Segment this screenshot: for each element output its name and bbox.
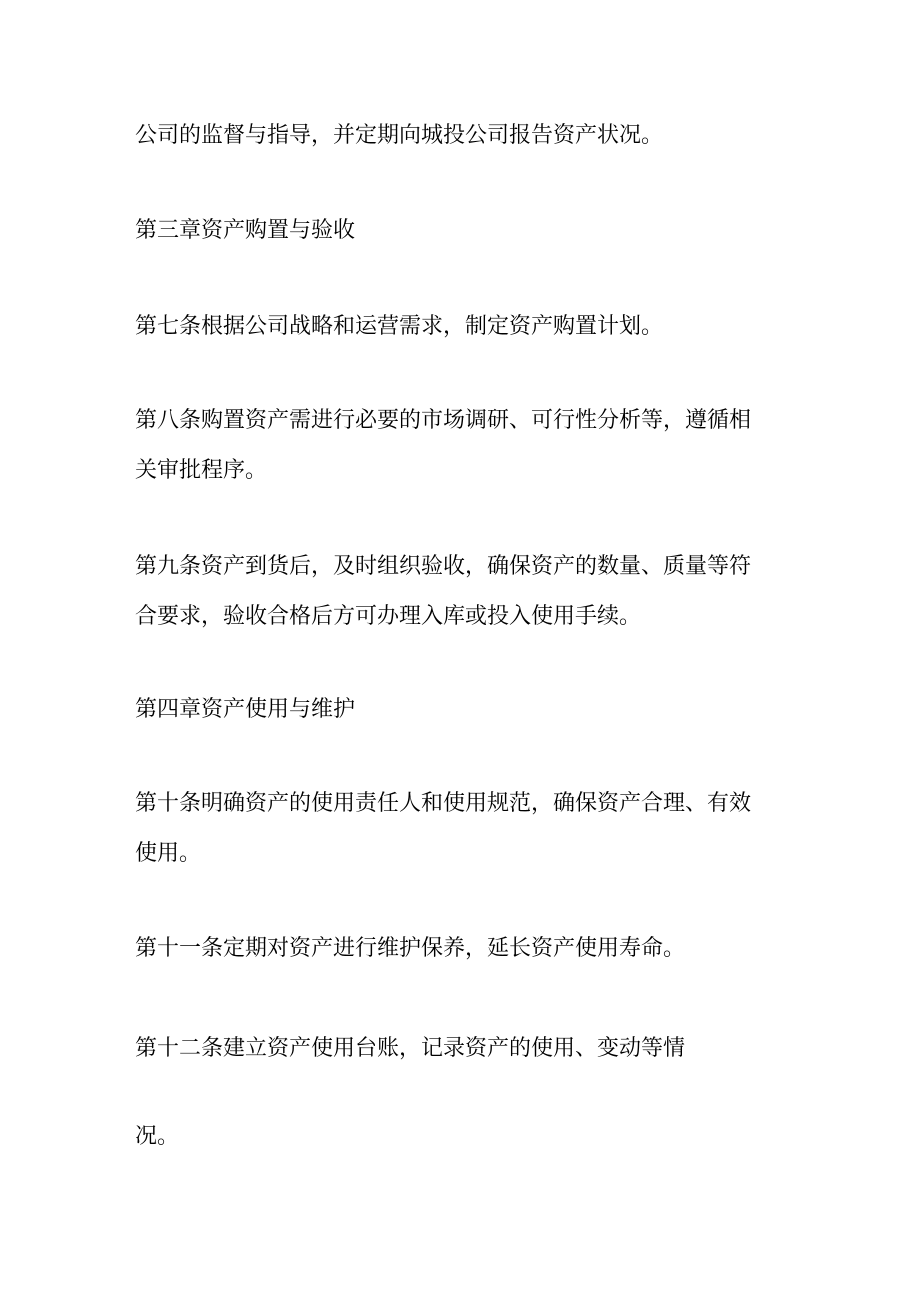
text-line: 第八条购置资产需进行必要的市场调研、可行性分析等，遵循相 (135, 408, 752, 433)
text-line: 第三章资产购置与验收 (135, 218, 356, 243)
text-line: 第四章资产使用与维护 (135, 697, 356, 722)
article-9 (135, 542, 795, 642)
text-line: 第七条根据公司战略和运营需求，制定资产购置计划。 (135, 314, 664, 339)
text-line: 第十一条定期对资产进行维护保养，延长资产使用寿命。 (135, 936, 686, 961)
text-line: 第十二条建立资产使用台账，记录资产的使用、变动等情 (135, 1036, 686, 1061)
article-12 (135, 1024, 795, 1074)
chapter-4-heading (135, 685, 795, 735)
text-line: 公司的监督与指导，并定期向城投公司报告资产状况。 (135, 123, 664, 148)
text-line: 关审批程序。 (135, 458, 268, 483)
article-10 (135, 779, 795, 879)
article-11 (135, 924, 795, 974)
text-line: 况。 (135, 1124, 180, 1149)
text-line: 合要求，验收合格后方可办理入库或投入使用手续。 (135, 604, 642, 629)
text-line: 第九条资产到货后，及时组织验收，确保资产的数量、质量等符 (135, 554, 752, 579)
paragraph-supervision (135, 111, 795, 161)
article-12-continuation (135, 1112, 795, 1162)
text-line: 第十条明确资产的使用责任人和使用规范，确保资产合理、有效 (135, 791, 752, 816)
chapter-3-heading (135, 206, 795, 256)
text-line: 使用。 (135, 841, 202, 866)
article-8 (135, 396, 795, 496)
article-7 (135, 302, 795, 352)
